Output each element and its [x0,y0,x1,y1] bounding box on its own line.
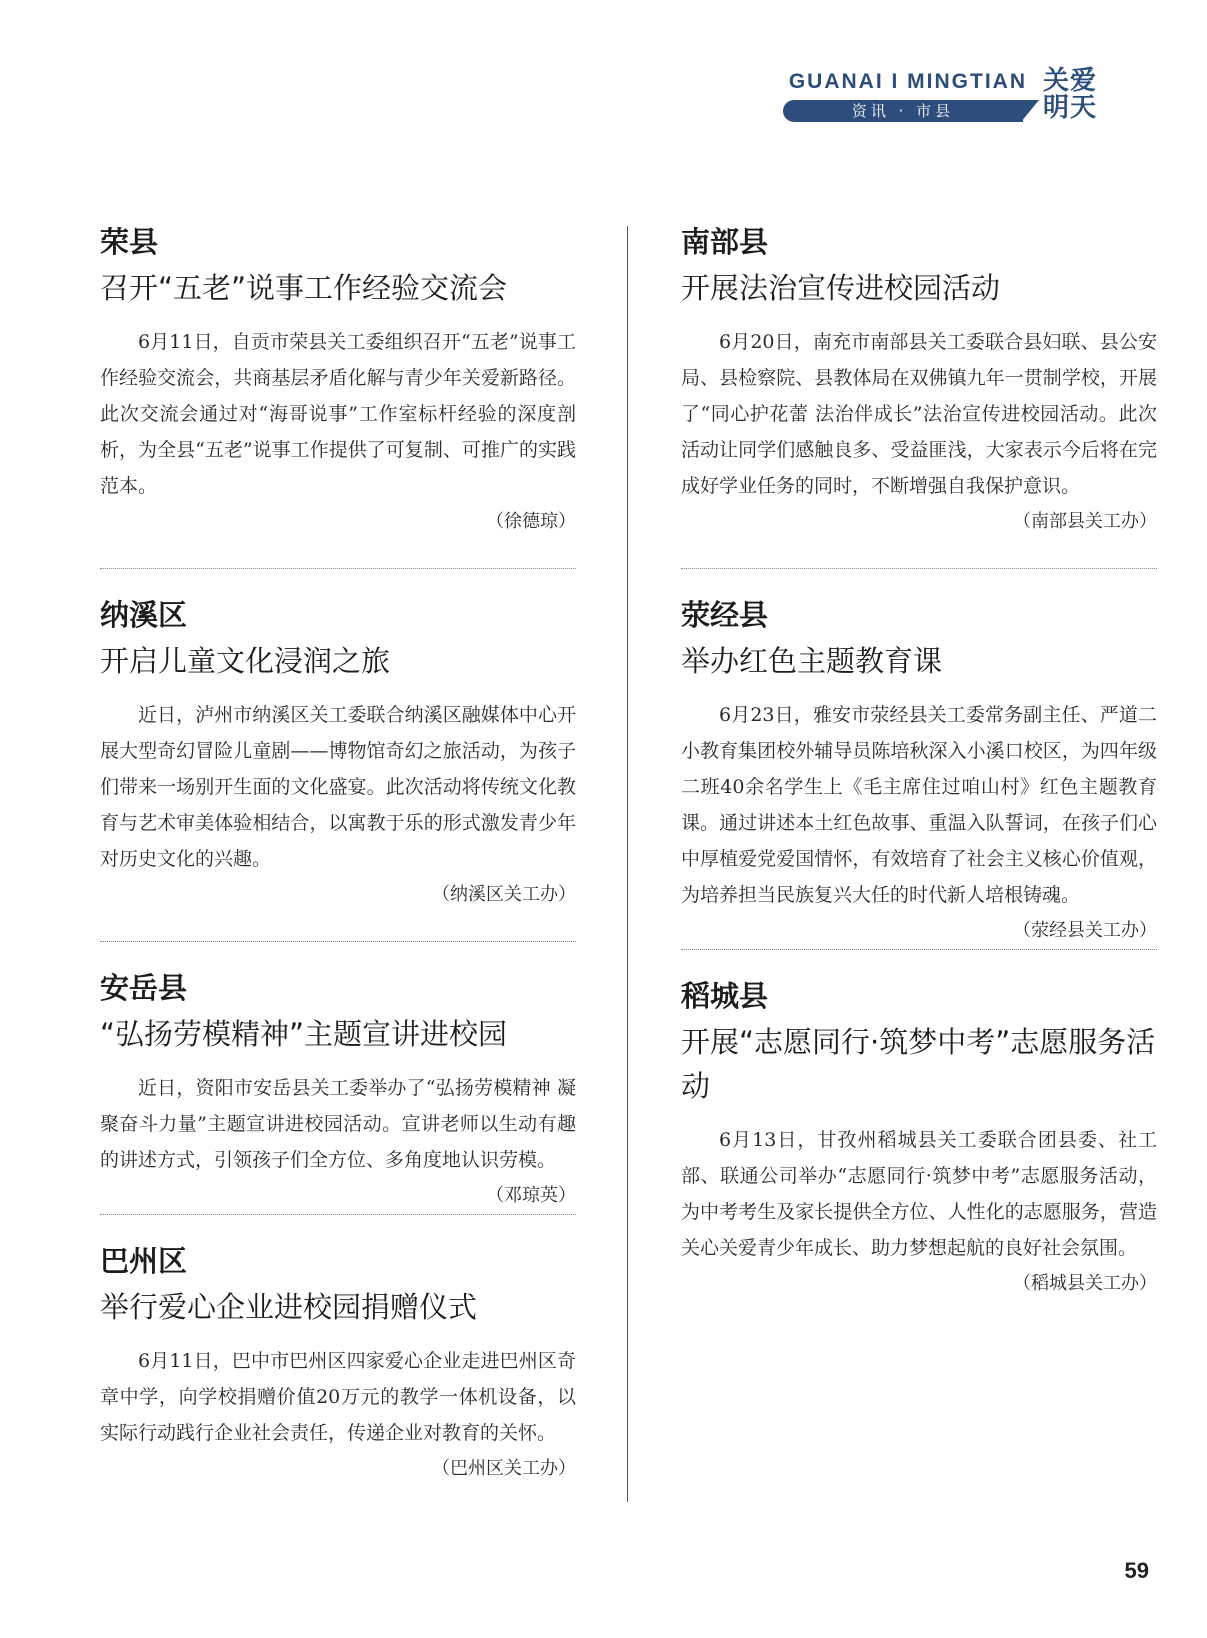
article-yingjing [681,595,1157,941]
article-separator [681,568,1157,569]
magazine-header [771,66,1151,136]
article-body: 近日，泸州市纳溪区关工委联合纳溪区融媒体中心开展大型奇幻冒险儿童剧——博物馆奇幻之旅活动，为孩子们带来一场别开生面的文化盛宴。此次活动将传统文化教育与艺术审美体验相结合，以寓教于乐的形式激发青少年对历史文化的兴趣。 [100,704,576,870]
article-body [100,1070,576,1206]
left-column [100,222,576,1487]
page-number: 59 [1124,1558,1149,1583]
column-divider [627,226,628,1502]
article-source: （徐德琼） [486,511,576,532]
article-separator [100,941,576,942]
section-bar-tail [1021,100,1039,122]
article-source: （巴州区关工办） [432,1458,576,1479]
article-bazhou [100,1241,576,1479]
article-region: 稻城县 [681,979,769,1013]
article-headline: 举办红色主题教育课 [681,644,943,678]
article-source: （纳溪区关工办） [432,884,576,905]
article-body [100,1343,576,1479]
article-body [681,1122,1157,1294]
article-nanbu [681,222,1157,540]
article-region: 荥经县 [681,598,769,632]
logo-line-1: 关爱 [1043,66,1098,96]
article-source: （邓琼英） [486,1185,576,1206]
article-separator [681,949,1157,950]
article-headline: 开启儿童文化浸润之旅 [100,644,391,678]
article-source: （荥经县关工办） [1013,920,1157,941]
article-region: 安岳县 [100,971,188,1005]
article-body-text: 6月23日，雅安市荥经县关工委常务副主任、严道二小教育集团校外辅导员陈培秋深入小溪口校区，为四年级二班40余名学生上《毛主席住过咱山村》红色主题教育课。通过讲述本土红色故事、重温入队誓词，在孩子们心中厚植爱党爱国情怀，有效培育了社会主义核心价值观，为培养担当民族复兴大任的时代新人培根铸魂。 [681,704,1157,906]
article-body: 6月11日，自贡市荣县关工委组织召开“五老”说事工作经验交流会，共商基层矛盾化解与青少年关爱新路径。此次交流会通过对“海哥说事”工作室标杆经验的深度剖析，为全县“五老”说事工作提供了可复制、可推广的实践范本。 [100,331,576,497]
article-region: 巴州区 [100,1244,188,1278]
article-headline: 召开“五老”说事工作经验交流会 [100,271,508,305]
article-source: （南部县关工办） [1013,511,1157,532]
article-body-text: 6月11日，巴中市巴州区四家爱心企业走进巴州区奇章中学，向学校捐赠价值20万元的教学一体机设备，以实际行动践行企业社会责任，传递企业对教育的关怀。 [100,1350,576,1444]
article-headline: 开展法治宣传进校园活动 [681,271,1001,305]
article-body: 6月20日，南充市南部县关工委联合县妇联、县公安局、县检察院、县教体局在双佛镇九年一贯制学校，开展了“同心护花蕾 法治伴成长”法治宣传进校园活动。此次活动让同学们感触良多、受益匪浅，大家表示今后将在完成好学业任务的同时，不断增强自我保护意识。 [681,331,1157,497]
logo-line-2: 明天 [1043,93,1098,123]
magazine-logo [1043,68,1099,122]
article-region: 荣县 [100,225,159,259]
article-headline: “弘扬劳模精神”主题宣讲进校园 [100,1017,508,1051]
article-source: （稻城县关工办） [1013,1273,1157,1294]
article-anyue [100,968,576,1206]
article-headline: 开展“志愿同行·筑梦中考”志愿服务活动 [681,1025,1156,1103]
section-subtitle-bar: 资讯 · 市县 [783,100,1023,122]
section-english-title: GUANAI I MINGTIAN [788,70,1027,93]
article-region: 纳溪区 [100,598,188,632]
article-separator [100,568,576,569]
article-rongxian [100,222,576,540]
right-column [681,222,1157,1302]
article-body-text: 近日，资阳市安岳县关工委举办了“弘扬劳模精神 凝聚奋斗力量”主题宣讲进校园活动。宣讲老师以生动有趣的讲述方式，引领孩子们全方位、多角度地认识劳模。 [100,1077,576,1171]
article-body [681,697,1157,941]
article-body-text: 6月13日，甘孜州稻城县关工委联合团县委、社工部、联通公司举办“志愿同行·筑梦中考”志愿服务活动，为中考考生及家长提供全方位、人性化的志愿服务，营造关心关爱青少年成长、助力梦想起航的良好社会氛围。 [681,1129,1157,1259]
article-separator [100,1214,576,1215]
article-daocheng [681,976,1157,1294]
article-region: 南部县 [681,225,769,259]
article-headline: 举行爱心企业进校园捐赠仪式 [100,1290,478,1324]
article-naxi [100,595,576,913]
